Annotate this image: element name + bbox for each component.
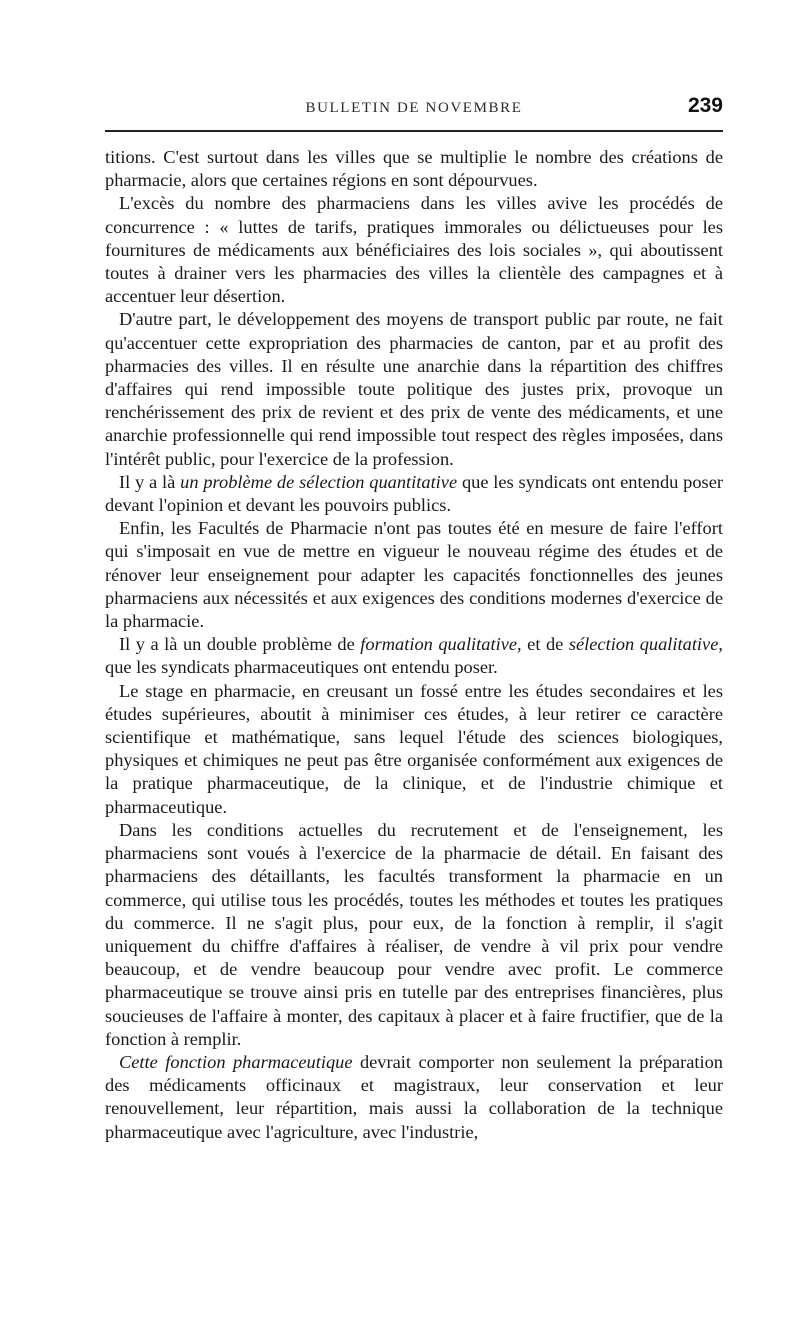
paragraph-6-text-e: , que les syndicats pharmaceutiques ont entendu poser. [105, 634, 723, 678]
paragraph-2: L'excès du nombre des pharmaciens dans les villes avive les procédés de concurrence : « luttes de tarifs, pratiques immorales ou délictueuses pour les fournitures de médicaments aux bénéficiaires des lois sociales », qui aboutissent toutes à drainer vers les pharmacies des villes la clientèle des campagnes et à accentuer leur désertion. [105, 193, 723, 307]
emphasis-formation-qualitative: formation qualitative [360, 634, 518, 655]
paragraph-3: D'autre part, le développement des moyens de transport public par route, ne fait qu'accentuer cette expropriation des pharmacies de canton, par et au profit des pharmacies des villes. Il en résulte une anarchie dans la répartition des chiffres d'affaires qui rend impossible toute politique des justes prix, provoque un renchérissement des prix de revient et des prix de vente des médicaments, et une anarchie professionnelle qui rend impossible tout respect des règles imposées, dans l'intérêt public, pour l'exercice de la profession. [105, 309, 723, 469]
paragraph-1: titions. C'est surtout dans les villes que se multiplie le nombre des créations de pharmacie, alors que certaines régions en sont dépourvues. [105, 147, 723, 191]
emphasis-selection-qualitative: sélection qualitative [568, 634, 719, 655]
paragraph-5: Enfin, les Facultés de Pharmacie n'ont pas toutes été en mesure de faire l'effort qui s'imposait en vue de mettre en vigueur le nouveau régime des études et de rénover leur enseignement pour adapter les capacités fonctionnelles des jeunes pharmaciens aux nécessités et aux exigences des conditions modernes d'exercice de la pharmacie. [105, 518, 723, 632]
running-title: BULLETIN DE NOVEMBRE [305, 100, 523, 116]
emphasis-selection-quantitative: un problème de sélection quantitative [180, 471, 458, 492]
paragraph-4-text-c: que les syndicats ont entendu poser devant l'opinion et devant les pouvoirs publics. [105, 471, 723, 516]
paragraph-4-text-a: Il y a là [119, 471, 181, 492]
page-header [105, 94, 723, 124]
paragraph-4 [105, 471, 723, 517]
paragraph-7: Le stage en pharmacie, en creusant un fossé entre les études secondaires et les études supérieures, aboutit à minimiser ces études, à leur retirer ce caractère scientifique et mathématique, sans lequel l'étude des sciences biologiques, physiques et chimiques ne peut pas être organisée conformément aux exigences de la pratique pharmaceutique, de la clinique, et de l'industrie chimique et pharmaceutique. [105, 680, 723, 817]
paragraph-9-text-b: devrait comporter non seulement la préparation des médicaments officinaux et magistraux, leur conservation et leur renouvellement, leur répartition, mais aussi la collaboration de la technique pharmaceutique avec l'agriculture, avec l'industrie, [105, 1051, 723, 1142]
body-text [105, 146, 723, 1144]
paragraph-8: Dans les conditions actuelles du recrutement et de l'enseignement, les pharmaciens sont voués à l'exercice de la pharmacie de détail. En faisant des pharmaciens des détaillants, les facultés transforment la pharmacie en un commerce, qui utilise tous les procédés, toutes les méthodes et toutes les pratiques du commerce. Il ne s'agit plus, pour eux, de la fonction à remplir, il s'agit uniquement du chiffre d'affaires à réaliser, de vendre à vil prix pour vendre beaucoup, et de vendre beaucoup pour vendre avec profit. Le commerce pharmaceutique se trouve ainsi pris en tutelle par des entreprises financières, plus soucieuses de l'affaire à monter, des capitaux à placer et à faire fructifier, que de la fonction à remplir. [105, 819, 723, 1049]
paragraph-9 [105, 1051, 723, 1144]
header-rule [105, 130, 723, 132]
paragraph-6-text-a: Il y a là un double problème de [119, 634, 361, 655]
page-number: 239 [687, 94, 723, 117]
emphasis-fonction-pharmaceutique: Cette fonction pharmaceutique [119, 1051, 353, 1072]
paragraph-6-text-c: , et de [517, 634, 569, 655]
paragraph-6 [105, 633, 723, 679]
